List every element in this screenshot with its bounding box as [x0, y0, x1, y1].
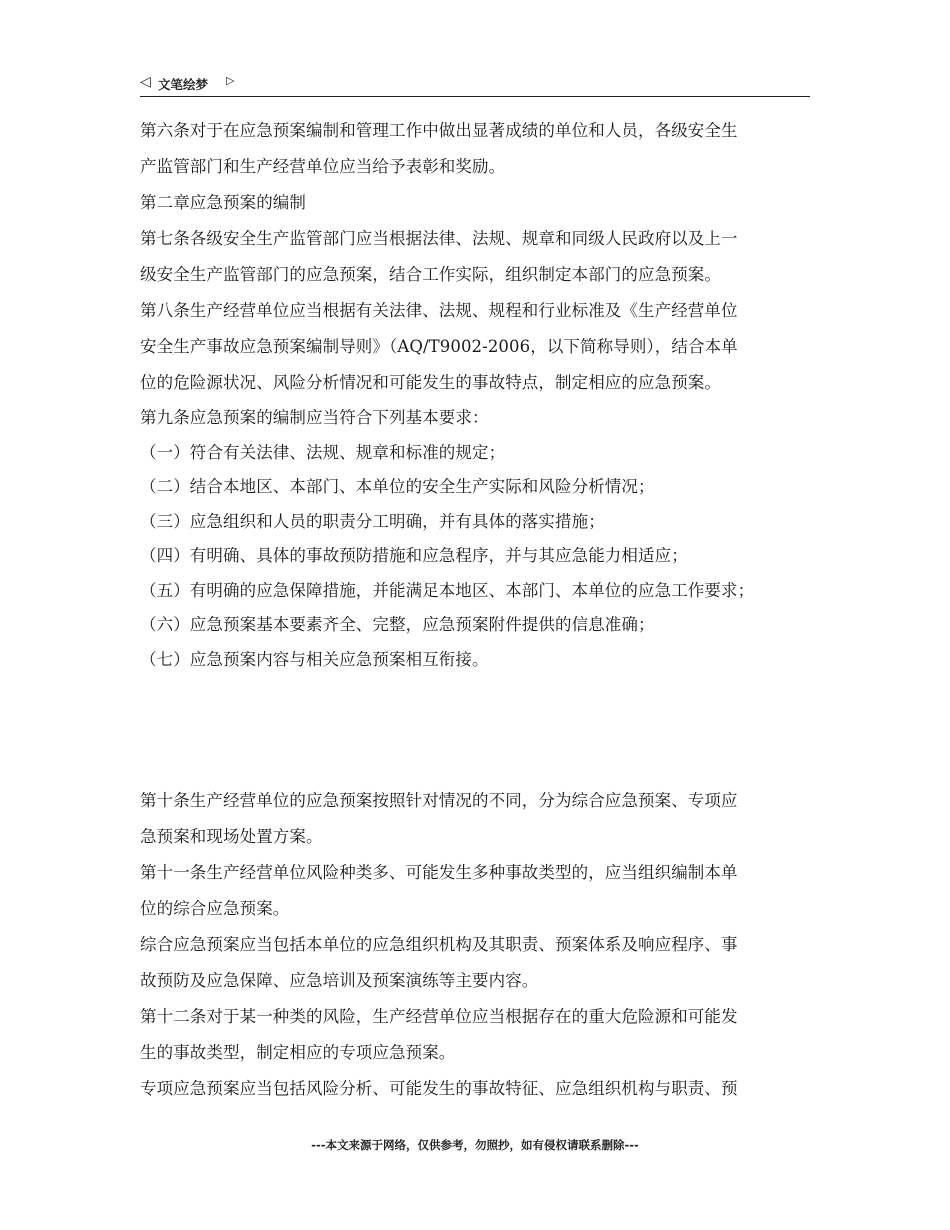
text-line: 第八条生产经营单位应当根据有关法律、法规、规程和行业标准及《生产经营单位 — [140, 301, 738, 320]
chapter-heading: 第二章应急预案的编制 — [140, 193, 306, 212]
footer-disclaimer: ---本文来源于网络，仅供参考，勿照抄，如有侵权请联系删除--- — [311, 1138, 639, 1152]
text-line: 专项应急预案应当包括风险分析、可能发生的事故特征、应急组织机构与职责、预 — [140, 1079, 738, 1098]
text-line: 故预防及应急保障、应急培训及预案演练等主要内容。 — [140, 971, 539, 990]
text-line: 生的事故类型，制定相应的专项应急预案。 — [140, 1043, 456, 1062]
left-triangle-icon: ◁ — [140, 74, 151, 90]
text-line: 第十一条生产经营单位风险种类多、可能发生多种事故类型的，应当组织编制本单 — [140, 863, 738, 882]
requirement-item: （六）应急预案基本要素齐全、完整，应急预案附件提供的信息准确； — [140, 615, 655, 634]
requirement-item: （五）有明确的应急保障措施，并能满足本地区、本部门、本单位的应急工作要求； — [140, 580, 755, 600]
text-line: 第十条生产经营单位的应急预案按照针对情况的不同，分为综合应急预案、专项应 — [140, 791, 738, 810]
text-line: 第九条应急预案的编制应当符合下列基本要求： — [140, 408, 489, 427]
text-block-upper — [140, 113, 830, 677]
text-line: 综合应急预案应当包括本单位的应急组织机构及其职责、预案体系及响应程序、事 — [140, 935, 738, 954]
text-line: 第六条对于在应急预案编制和管理工作中做出显著成绩的单位和人员，各级安全生 — [140, 121, 738, 140]
text-block-lower — [140, 783, 830, 1107]
requirement-item: （四）有明确、具体的事故预防措施和应急程序，并与其应急能力相适应； — [140, 546, 688, 565]
text-line: 产监管部门和生产经营单位应当给予表彰和奖励。 — [140, 157, 506, 176]
requirement-item: （二）结合本地区、本部门、本单位的安全生产实际和风险分析情况； — [140, 477, 655, 496]
text-line: 第十二条对于某一种类的风险，生产经营单位应当根据存在的重大危险源和可能发 — [140, 1007, 738, 1026]
text-line: 第七条各级安全生产监管部门应当根据法律、法规、规章和同级人民政府以及上一 — [140, 229, 738, 248]
right-triangle-icon: ▷ — [226, 74, 235, 87]
text-line: 急预案和现场处置方案。 — [140, 827, 323, 846]
text-line: 级安全生产监管部门的应急预案，结合工作实际，组织制定本部门的应急预案。 — [140, 265, 721, 284]
text-line: 位的综合应急预案。 — [140, 899, 290, 918]
header-brand: 文笔绘梦 — [158, 77, 209, 92]
text-line: 位的危险源状况、风险分析情况和可能发生的事故特点，制定相应的应急预案。 — [140, 373, 721, 392]
page-header — [140, 72, 810, 97]
requirement-item: （七）应急预案内容与相关应急预案相互衔接。 — [140, 649, 489, 669]
requirement-item: （一）符合有关法律、法规、规章和标准的规定； — [140, 442, 506, 462]
text-line: 安全生产事故应急预案编制导则》（AQ/T9002-2006，以下简称导则），结合本单 — [140, 337, 738, 356]
requirement-item: （三）应急组织和人员的职责分工明确，并有具体的落实措施； — [140, 511, 605, 531]
